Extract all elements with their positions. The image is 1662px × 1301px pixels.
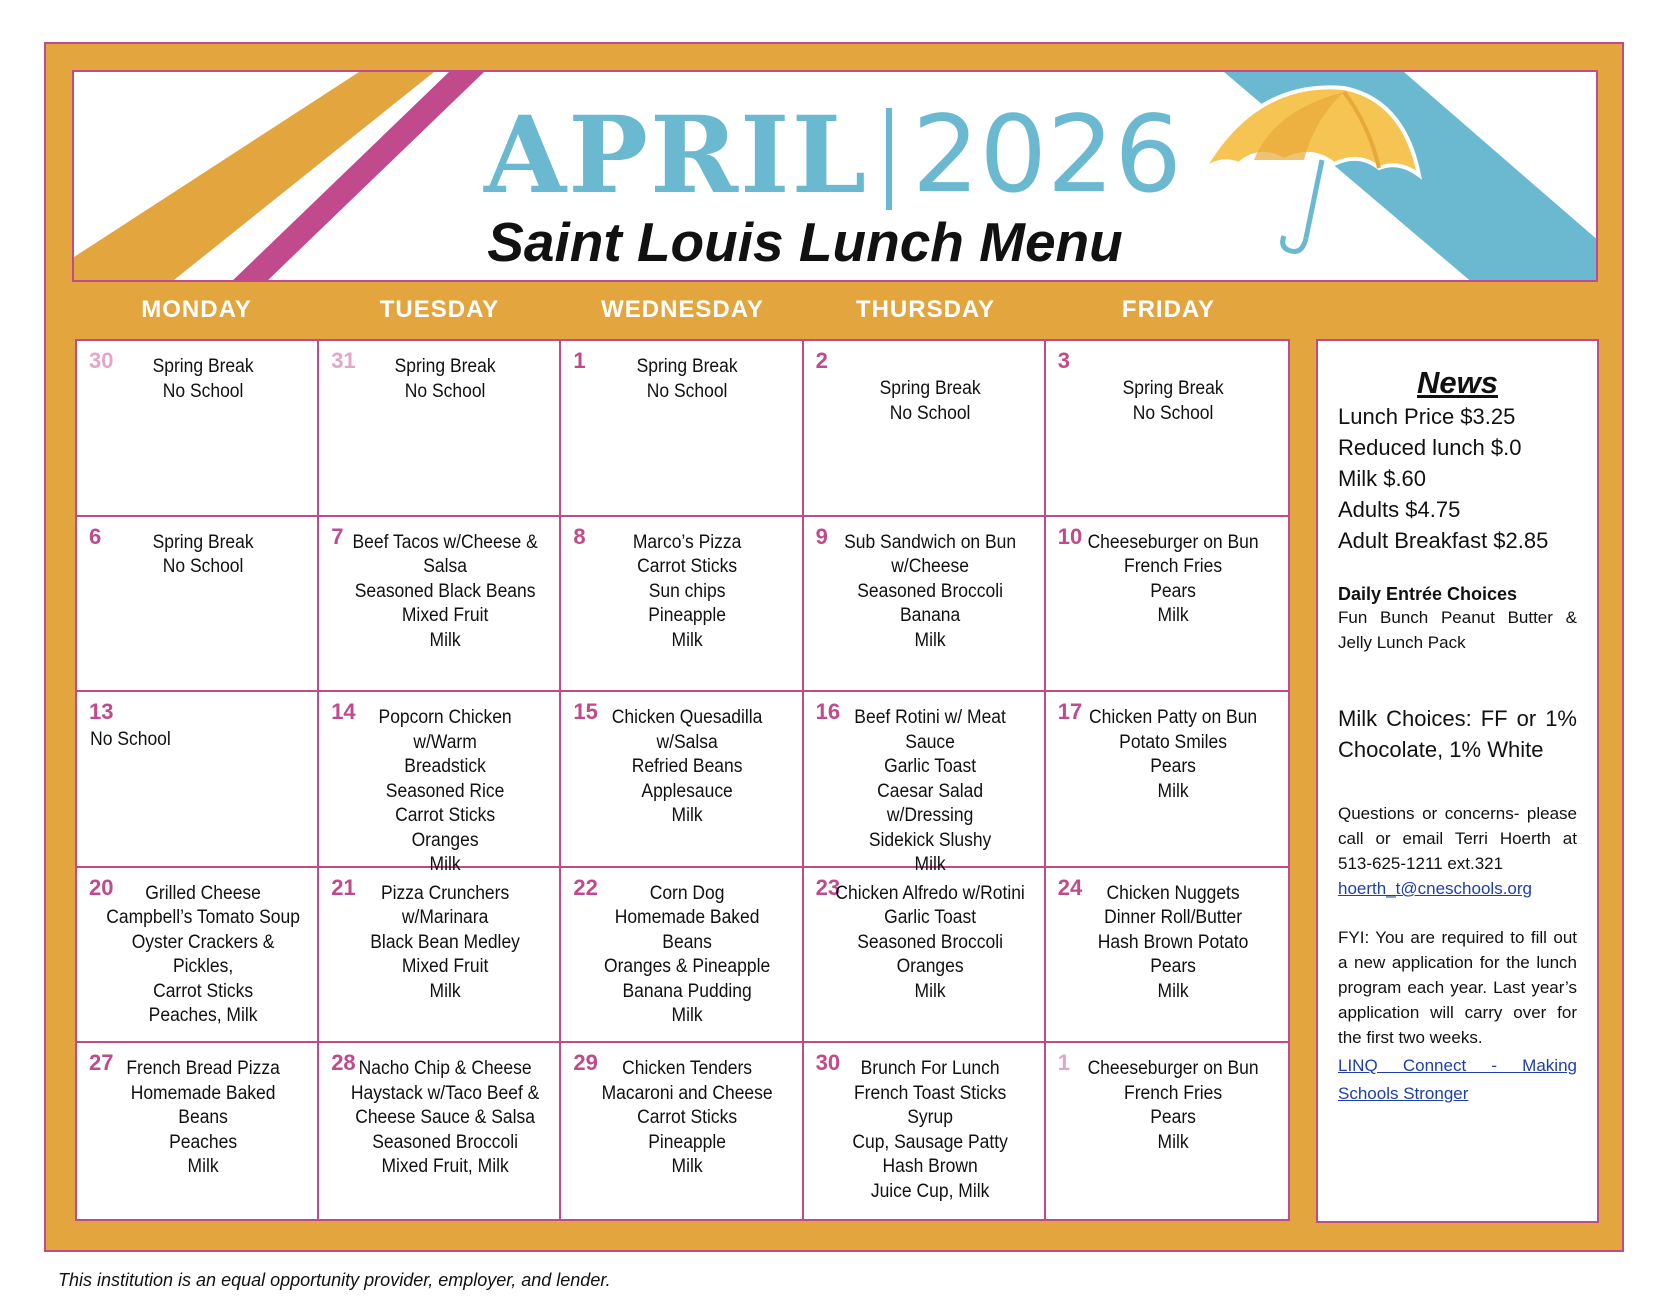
menu-item: Chicken Tenders	[622, 1058, 753, 1080]
menu-list	[1074, 706, 1271, 804]
day-cell	[77, 868, 319, 1044]
day-cell	[804, 692, 1046, 876]
menu-item: Breadstick	[404, 756, 487, 778]
menu-item: Cheeseburger on Bun	[1087, 1058, 1259, 1080]
day-number: 22	[573, 874, 598, 900]
calendar-grid	[75, 339, 1290, 1221]
header-banner	[72, 70, 1598, 282]
day-cell	[1046, 868, 1288, 1044]
menu-item: Chicken Quesadilla w/Salsa	[612, 707, 763, 753]
day-cell	[77, 692, 319, 868]
day-cell	[319, 868, 561, 1044]
day-cell	[319, 341, 561, 517]
price-adults: Adults $4.75	[1338, 497, 1461, 522]
menu-item: Seasoned Black Beans	[354, 580, 536, 602]
menu-item: Refried Beans	[632, 756, 743, 778]
day-number: 7	[331, 523, 344, 549]
menu-item: Seasoned Broccoli	[856, 931, 1003, 953]
day-number: 1	[573, 348, 586, 373]
day-cell	[1046, 517, 1288, 693]
day-number: 8	[573, 523, 586, 549]
menu-item: Beef Rotini w/ Meat Sauce	[853, 707, 1006, 753]
day-number: 10	[1057, 523, 1083, 549]
day-header-thursday: THURSDAY	[855, 296, 996, 323]
menu-list	[590, 882, 785, 1029]
menu-item: Milk	[671, 1005, 704, 1027]
menu-item: Carrot Sticks	[637, 1107, 738, 1129]
menu-item: Haystack w/Taco Beef &	[351, 1082, 540, 1104]
menu-list	[832, 882, 1027, 1005]
day-number: 21	[331, 874, 356, 900]
menu-item: Milk	[1157, 980, 1189, 1002]
news-title: News	[1417, 365, 1498, 400]
day-number: 16	[815, 699, 841, 725]
menu-item: Milk	[1157, 780, 1189, 802]
day-number: 23	[815, 874, 841, 900]
menu-list	[1074, 1057, 1271, 1155]
menu-item: Mixed Fruit	[402, 605, 489, 627]
menu-item: Homemade Baked Beans	[130, 1082, 276, 1129]
menu-item: Dinner Roll/Butter	[1103, 907, 1242, 929]
menu-item: Black Bean Medley	[370, 931, 521, 953]
menu-item: Chicken Nuggets	[1106, 882, 1240, 904]
menu-item: Banana Pudding	[622, 980, 753, 1002]
day-header-monday: MONDAY	[141, 296, 252, 323]
menu-item: No School	[889, 402, 971, 424]
menu-list	[832, 531, 1027, 654]
menu-item: Cheese Sauce & Salsa	[355, 1107, 536, 1129]
menu-item: Banana	[899, 605, 960, 627]
menu-list	[832, 1057, 1027, 1204]
day-number: 24	[1057, 874, 1083, 900]
menu-item: Brunch For Lunch	[860, 1058, 1000, 1080]
menu-item: French Fries	[1123, 1082, 1222, 1104]
umbrella-icon	[1194, 80, 1424, 260]
menu-item: Chicken Patty on Bun	[1088, 707, 1257, 729]
day-number: 31	[331, 348, 356, 373]
price-adult-breakfast: Adult Breakfast $2.85	[1338, 528, 1549, 553]
menu-item: Nacho Chip & Cheese	[358, 1058, 532, 1080]
menu-item: Beef Tacos w/Cheese &	[352, 531, 538, 553]
menu-item: Corn Dog	[650, 882, 725, 904]
menu-item: Milk	[914, 980, 946, 1002]
menu-list	[105, 531, 300, 580]
day-number: 20	[89, 874, 114, 900]
day-header-tuesday: TUESDAY	[379, 296, 500, 323]
milk-choices-text: Milk Choices: FF or 1% Chocolate, 1% White	[1338, 706, 1577, 762]
menu-list	[105, 1057, 300, 1180]
contact-email-link[interactable]: hoerth_t@cneschools.org	[1338, 879, 1532, 898]
daily-choices-title: Daily Entrée Choices	[1338, 584, 1518, 604]
day-number: 13	[89, 699, 114, 725]
menu-item: Salsa	[423, 556, 468, 578]
menu-item: French Fries	[1123, 556, 1222, 578]
menu-item: Seasoned Broccoli	[372, 1131, 519, 1153]
menu-item: Pears	[1150, 756, 1196, 778]
menu-item: w/Cheese	[890, 556, 969, 578]
menu-list	[590, 706, 785, 829]
day-cell	[77, 1043, 319, 1219]
menu-item: Milk	[1157, 605, 1189, 627]
menu-item: Oyster Crackers & Pickles,	[131, 931, 275, 978]
menu-item: Chicken Alfredo w/Rotini	[834, 882, 1025, 904]
day-number: 30	[89, 348, 114, 373]
menu-list	[832, 377, 1027, 426]
menu-item: Sub Sandwich on Bun	[843, 531, 1016, 553]
menu-item: Milk	[914, 854, 946, 876]
menu-item: Pineapple	[648, 605, 727, 627]
menu-item: Grilled Cheese	[145, 882, 261, 904]
menu-item: No School	[90, 729, 171, 751]
menu-item: Milk	[914, 629, 946, 651]
weekday-header-row	[75, 295, 1290, 325]
menu-item: Mixed Fruit	[402, 956, 489, 978]
menu-item: Pears	[1150, 956, 1196, 978]
menu-item: Cheeseburger on Bun	[1087, 531, 1259, 553]
menu-item: Applesauce	[641, 780, 734, 802]
fyi-text: FYI: You are required to fill out a new application for the lunch program each year. Last year’s application will carry over for the first two weeks.	[1338, 928, 1577, 1047]
menu-item: No School	[404, 380, 486, 402]
title-divider	[886, 108, 892, 210]
menu-item: No School	[647, 380, 728, 402]
menu-item: Milk	[429, 980, 461, 1002]
menu-list	[105, 882, 300, 1029]
menu-item: French Toast Sticks Syrup	[853, 1082, 1006, 1129]
price-reduced: Reduced lunch $.0	[1338, 435, 1522, 460]
menu-item: Oranges & Pineapple	[604, 956, 771, 978]
menu-item: Spring Break	[636, 356, 739, 377]
day-cell	[561, 1043, 803, 1219]
menu-item: Juice Cup, Milk	[870, 1180, 989, 1202]
menu-item: Milk	[187, 1156, 219, 1178]
menu-item: Milk	[429, 854, 461, 876]
menu-item: Carrot Sticks	[153, 980, 254, 1002]
daily-choices-text: Fun Bunch Peanut Butter & Jelly Lunch Pack	[1338, 608, 1577, 652]
menu-item: Oranges	[896, 956, 964, 978]
menu-item: Cup, Sausage Patty	[851, 1131, 1008, 1153]
day-number: 3	[1057, 348, 1071, 373]
menu-item: Seasoned Rice	[385, 780, 505, 802]
menu-item: Hash Brown	[882, 1156, 978, 1178]
menu-item: Spring Break	[152, 356, 254, 377]
day-cell	[804, 517, 1046, 693]
menu-list	[348, 882, 543, 1005]
day-cell	[804, 1043, 1046, 1219]
menu-item: Pears	[1150, 1107, 1196, 1129]
day-number: 6	[89, 523, 102, 549]
menu-item: No School	[162, 380, 244, 402]
menu-item: Homemade Baked Beans	[615, 907, 760, 953]
day-cell	[319, 1043, 561, 1219]
menu-list	[1074, 377, 1271, 426]
menu-item: Pizza Crunchers	[381, 882, 510, 904]
menu-item: Sun chips	[649, 580, 726, 602]
menu-list	[348, 706, 543, 878]
menu-item: Peaches	[169, 1131, 238, 1153]
menu-item: Peaches, Milk	[148, 1005, 258, 1027]
day-cell	[561, 341, 803, 517]
menu-item: Campbell’s Tomato Soup	[106, 907, 300, 929]
day-cell	[319, 517, 561, 693]
menu-item: Spring Break	[879, 378, 981, 399]
menu-list	[1074, 531, 1271, 629]
questions-text: Questions or concerns- please call or email Terri Hoerth at 513-625-1211 ext.321	[1338, 804, 1577, 873]
menu-item: No School	[1132, 402, 1214, 424]
menu-list	[348, 1057, 543, 1180]
day-cell	[561, 517, 803, 693]
menu-item: Pears	[1150, 580, 1196, 602]
day-number: 29	[573, 1050, 598, 1076]
menu-list	[348, 355, 543, 404]
day-cell	[77, 341, 319, 517]
menu-item: Macaroni and Cheese	[601, 1082, 774, 1104]
day-cell	[77, 517, 319, 693]
menu-item: Milk	[671, 805, 704, 827]
menu-item: Sidekick Slushy	[868, 829, 991, 851]
day-number: 30	[815, 1050, 841, 1076]
day-cell	[804, 341, 1046, 517]
day-cell	[561, 868, 803, 1044]
menu-item: Marco’s Pizza	[633, 531, 742, 553]
footer-disclaimer: This institution is an equal opportunity provider, employer, and lender.	[58, 1270, 611, 1290]
price-lunch: Lunch Price $3.25	[1338, 404, 1516, 429]
menu-item: Milk	[1157, 1131, 1189, 1153]
menu-list	[832, 706, 1027, 878]
menu-item: Garlic Toast	[883, 907, 976, 929]
menu-item: Oranges	[411, 829, 479, 851]
day-cell	[561, 692, 803, 868]
menu-item: Seasoned Broccoli	[856, 580, 1003, 602]
day-number: 17	[1057, 699, 1083, 725]
menu-item: w/Marinara	[402, 907, 489, 929]
menu-list	[590, 1057, 785, 1180]
menu-item: Pineapple	[648, 1131, 727, 1153]
linq-connect-link[interactable]: LINQ Connect - Making Schools Stronger	[1338, 1056, 1577, 1103]
menu-item: Milk	[671, 629, 704, 651]
menu-item: Carrot Sticks	[637, 556, 738, 578]
day-number: 15	[573, 699, 598, 725]
menu-item: Spring Break	[394, 356, 496, 377]
menu-item: Garlic Toast	[883, 756, 976, 778]
day-number: 9	[815, 523, 828, 549]
day-header-wednesday: WEDNESDAY	[601, 296, 764, 323]
day-cell	[319, 692, 561, 876]
menu-item: Hash Brown Potato	[1097, 931, 1249, 953]
menu-item: Popcorn Chicken w/Warm	[378, 707, 512, 753]
price-milk: Milk $.60	[1338, 466, 1427, 491]
day-number: 28	[331, 1050, 356, 1076]
menu-item: Spring Break	[152, 531, 254, 553]
menu-item: Potato Smiles	[1118, 731, 1227, 753]
day-cell	[1046, 341, 1288, 517]
news-panel	[1316, 339, 1599, 1223]
day-cell	[1046, 1043, 1288, 1219]
menu-item: No School	[162, 556, 244, 578]
day-cell	[804, 868, 1046, 1044]
menu-list	[90, 728, 300, 753]
menu-item: Caesar Salad w/Dressing	[876, 780, 983, 827]
day-number: 27	[89, 1050, 114, 1076]
menu-item: Milk	[429, 629, 461, 651]
menu-item: Milk	[671, 1156, 704, 1178]
day-header-friday: FRIDAY	[1121, 296, 1216, 323]
menu-item: Spring Break	[1122, 378, 1224, 399]
menu-item: Mixed Fruit, Milk	[381, 1156, 509, 1178]
menu-item: Carrot Sticks	[395, 805, 496, 827]
day-cell	[1046, 692, 1288, 868]
month-title: APRIL	[484, 92, 869, 217]
menu-list	[1074, 882, 1271, 1005]
menu-subtitle: Saint Louis Lunch Menu	[487, 211, 1123, 273]
menu-item: French Bread Pizza	[126, 1058, 280, 1080]
day-number: 1	[1057, 1050, 1071, 1076]
year-title: 2026	[912, 93, 1182, 216]
menu-list	[590, 355, 785, 404]
day-number: 2	[815, 348, 828, 373]
menu-list	[105, 355, 300, 404]
menu-list	[590, 531, 785, 654]
menu-list	[348, 531, 543, 654]
day-number: 14	[331, 699, 356, 725]
